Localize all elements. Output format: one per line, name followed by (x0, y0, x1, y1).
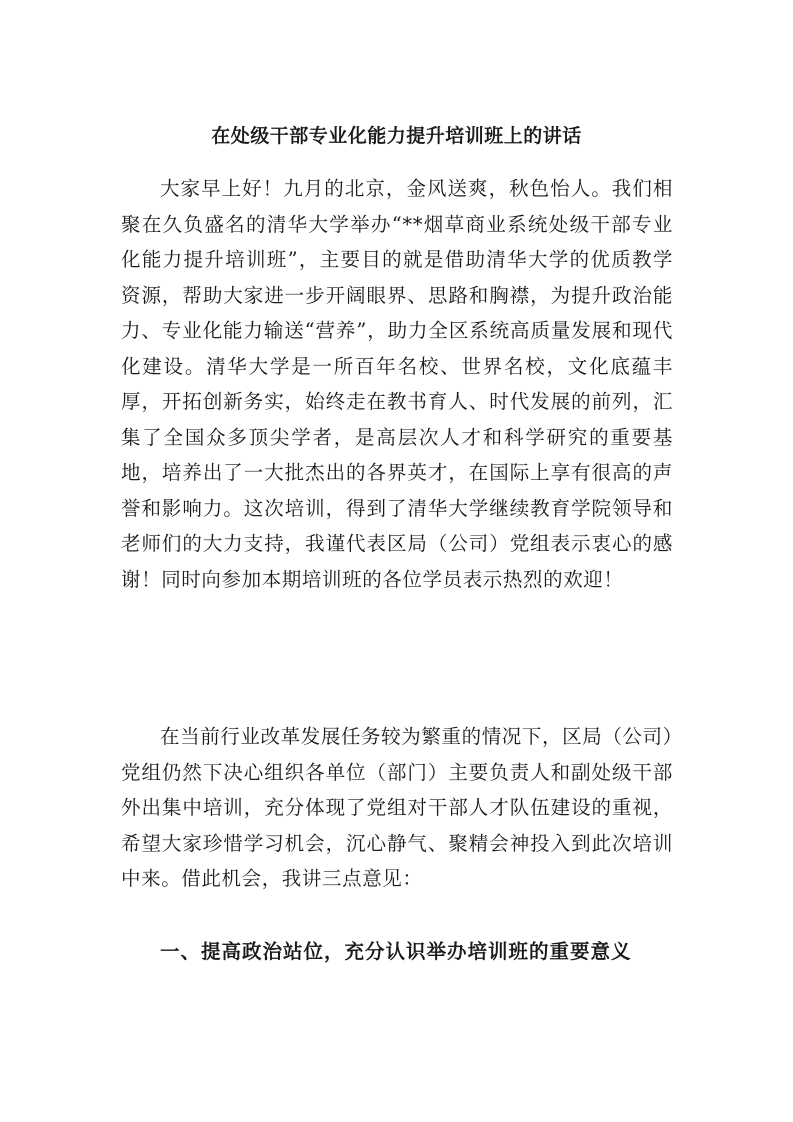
paragraph-opening: 大家早上好！九月的北京，金风送爽，秋色怡人。我们相聚在久负盛名的清华大学举办“**烟草商业系统处级干部专业化能力提升培训班”，主要目的就是借助清华大学的优质教学资源，帮助大家进一步开阔眼界、思路和胸襟，为提升政治能力、专业化能力输送“营养”，助力全区系统高质量发展和现代化建设。清华大学是一所百年名校、世界名校，文化底蕴丰厚，开拓创新务实，始终走在教书育人、时代发展的前列，汇集了全国众多顶尖学者，是高层次人才和科学研究的重要基地，培养出了一大批杰出的各界英才，在国际上享有很高的声誉和影响力。这次培训，得到了清华大学继续教育学院领导和老师们的大力支持，我谨代表区局（公司）党组表示衷心的感谢！同时向参加本期培训班的各位学员表示热烈的欢迎！ (121, 177, 673, 591)
section-heading: 一、提高政治站位，充分认识举办培训班的重要意义 (160, 940, 632, 963)
paragraph-context: 在当前行业改革发展任务较为繁重的情况下，区局（公司）党组仍然下决心组织各单位（部门）主要负责人和副处级干部外出集中培训，充分体现了党组对干部人才队伍建设的重视，希望大家珍惜学习机会，沉心静气、聚精会神投入到此次培训中来。借此机会，我讲三点意见： (121, 725, 673, 890)
document-title: 在处级干部专业化能力提升培训班上的讲话 (211, 125, 582, 147)
